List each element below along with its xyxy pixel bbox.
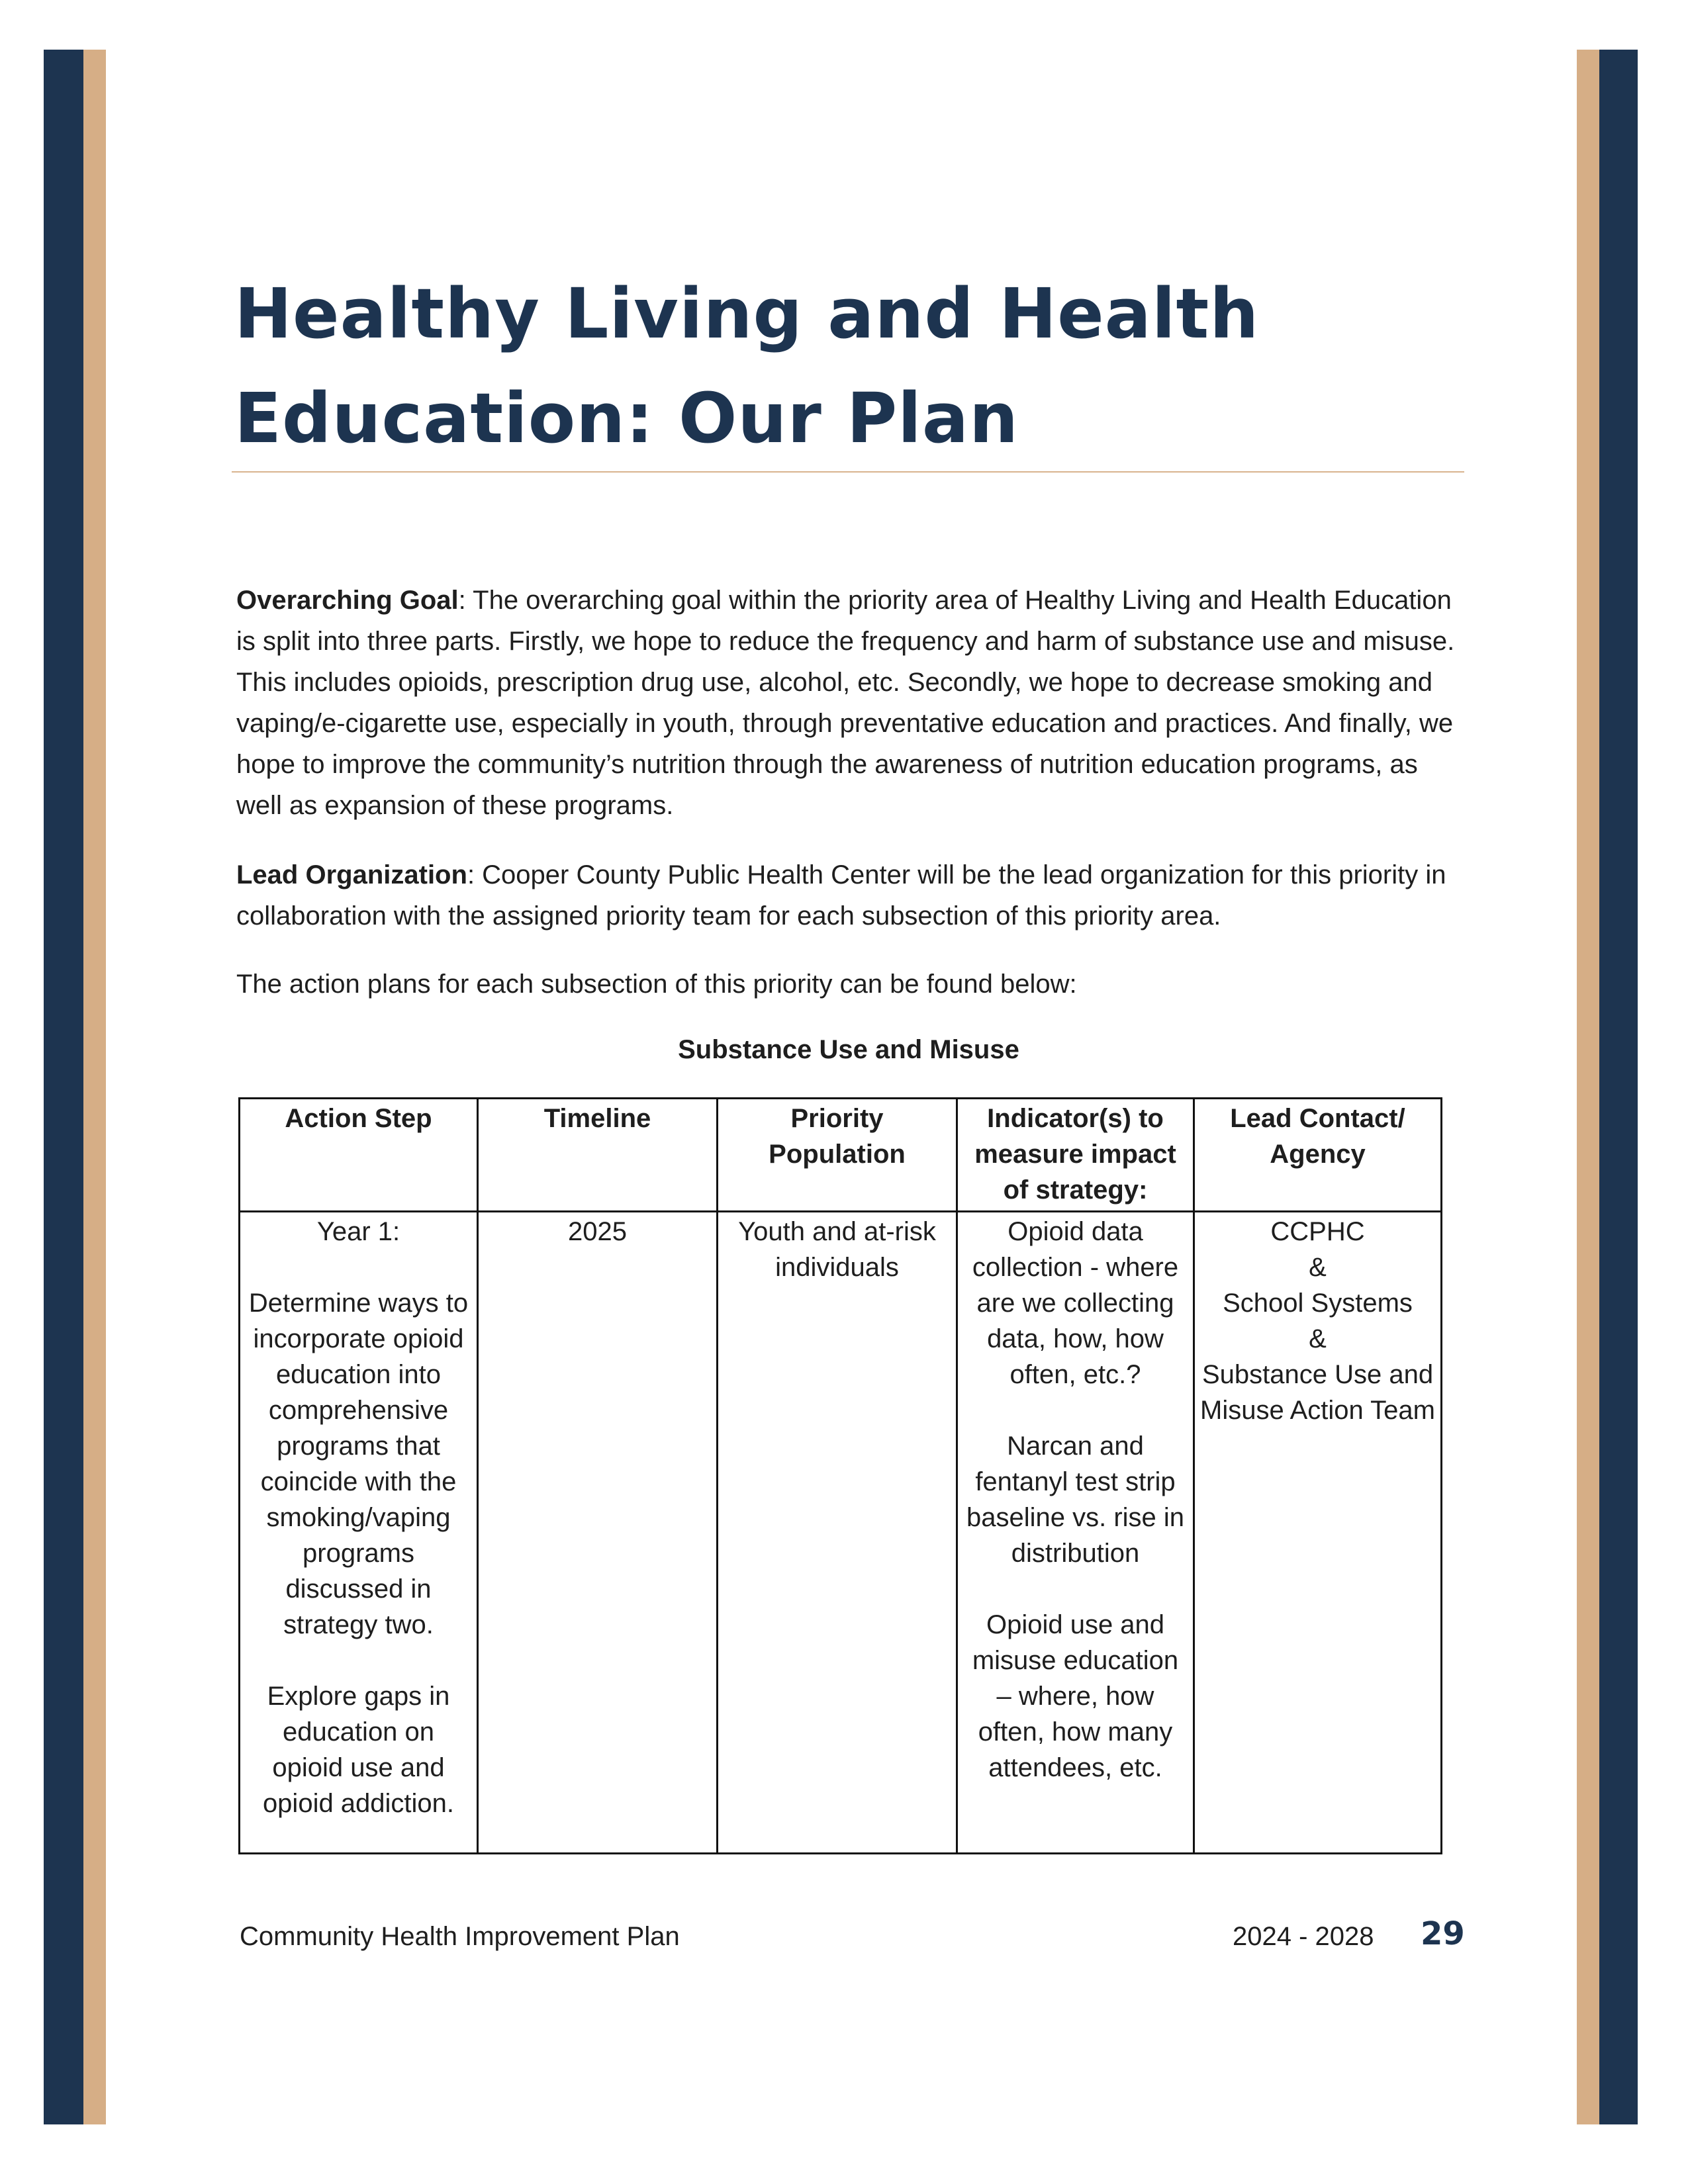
right-navy-stripe bbox=[1599, 50, 1638, 2124]
cell-lead-contact: CCPHC & School Systems & Substance Use and Misuse Action Team bbox=[1194, 1212, 1442, 1854]
lead-organization-label: Lead Organization bbox=[236, 860, 467, 889]
right-tan-stripe bbox=[1577, 50, 1599, 2124]
left-tan-stripe bbox=[83, 50, 106, 2124]
footer-document-title: Community Health Improvement Plan bbox=[240, 1922, 680, 1951]
page-title-line-1: Healthy Living and Health bbox=[234, 273, 1260, 354]
table-caption: Substance Use and Misuse bbox=[678, 1035, 1019, 1064]
page-title bbox=[234, 261, 1492, 471]
header-timeline: Timeline bbox=[478, 1099, 718, 1212]
cell-indicators: Opioid data collection - where are we collecting data, how, how often, etc.? Narcan and fentanyl test strip baseline vs. rise in distribution Opioid use and misuse education – where, how often, how many attendees, etc. bbox=[957, 1212, 1194, 1854]
table-row bbox=[240, 1212, 1442, 1854]
header-indicators: Indicator(s) to measure impact of strategy: bbox=[957, 1099, 1194, 1212]
cell-priority-population: Youth and at-risk individuals bbox=[718, 1212, 957, 1854]
cell-action-step: Year 1: Determine ways to incorporate opioid education into comprehensive programs that coincide with the smoking/vaping programs discussed in strategy two. Explore gaps in education on opioid use and opioid addiction. bbox=[240, 1212, 478, 1854]
page-title-line-2: Education: Our Plan bbox=[234, 378, 1019, 459]
overarching-goal-paragraph bbox=[236, 580, 1461, 826]
header-lead-contact: Lead Contact/ Agency bbox=[1194, 1099, 1442, 1212]
cell-timeline: 2025 bbox=[478, 1212, 718, 1854]
overarching-goal-label: Overarching Goal bbox=[236, 586, 459, 615]
title-divider bbox=[232, 471, 1464, 473]
header-priority-population: Priority Population bbox=[718, 1099, 957, 1212]
left-navy-stripe bbox=[44, 50, 83, 2124]
action-plans-intro: The action plans for each subsection of this priority can be found below: bbox=[236, 970, 1077, 999]
lead-organization-paragraph bbox=[236, 854, 1461, 936]
action-plan-table bbox=[238, 1097, 1442, 1854]
lead-organization-text: : Cooper County Public Health Center will be the lead organization for this priority in collaboration with the assigned priority team for each subsection of this priority area. bbox=[236, 860, 1446, 931]
footer-years: 2024 - 2028 bbox=[1233, 1922, 1374, 1951]
page-number: 29 bbox=[1421, 1915, 1465, 1952]
overarching-goal-text: : The overarching goal within the priority area of Healthy Living and Health Education is split into three parts. Firstly, we hope to reduce the frequency and harm of substance use and misuse. This includes opioids, prescription drug use, alcohol, etc. Secondly, we hope to decrease smoking and vaping/e-cigarette use, especially in youth, through preventative education and practices. And finally, we hope to improve the community’s nutrition through the awareness of nutrition education programs, as well as expansion of these programs. bbox=[236, 586, 1455, 820]
header-action-step: Action Step bbox=[240, 1099, 478, 1212]
table-header-row bbox=[240, 1099, 1442, 1212]
